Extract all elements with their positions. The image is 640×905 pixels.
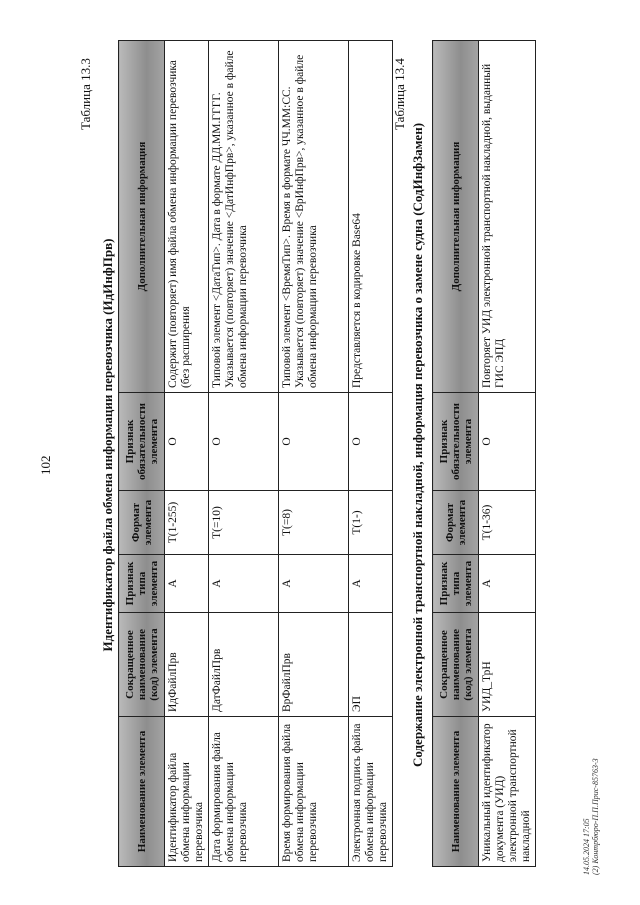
table-2-title: Содержание электронной транспортной накладной, информация перевозчика о замене судна (СодИнфЗамен) xyxy=(410,122,425,768)
cell-info: Представляется в кодировке Base64 xyxy=(349,41,393,393)
cell-required: О xyxy=(479,393,536,491)
table-row xyxy=(279,41,349,867)
cell-name: Идентификатор файла обмена информации перевозчика xyxy=(165,717,209,867)
cell-info: Типовой элемент <ВремяТип>. Время в формате ЧЧ.ММ:СС. Указывается (повторяет) значение <ВрИнфПрв>, указанное в файле обмена информации перевозчика xyxy=(279,41,349,393)
header-type: Признак типа элемента xyxy=(119,555,165,613)
cell-info: Типовой элемент <ДатаТип>. Дата в формате ДД.ММ.ГГГГ. Указывается (повторяет) значение <ДатИнфПрв>, указанное в файле обмена информации перевозчика xyxy=(209,41,279,393)
table-1-title: Идентификатор файла обмена информации перевозчика (ИдИнфПрв) xyxy=(100,238,115,652)
cell-type: А xyxy=(279,555,349,613)
cell-code: ИдФайлПрв xyxy=(165,613,209,717)
cell-type: А xyxy=(349,555,393,613)
table-row xyxy=(349,41,393,867)
header-info: Дополнительная информация xyxy=(119,41,165,393)
cell-code: ЭП xyxy=(349,613,393,717)
page-number: 102 xyxy=(38,455,53,475)
cell-format: T(1-255) xyxy=(165,491,209,555)
cell-name: Время формирования файла обмена информации перевозчика xyxy=(279,717,349,867)
cell-format: T(=8) xyxy=(279,491,349,555)
cell-name: Уникальный идентификатор документа (УИД) электронной транспортной накладной xyxy=(479,717,536,867)
cell-required: О xyxy=(349,393,393,491)
stamp-code: (2) Контрбюро-П.П.Прис-85763-3 xyxy=(591,758,600,875)
cell-code: ВрФайлПрв xyxy=(279,613,349,717)
header-code: Сокращенное наименование (код) элемента xyxy=(433,613,479,717)
cell-type: А xyxy=(209,555,279,613)
table-2 xyxy=(432,40,536,867)
header-required: Признак обязательности элемента xyxy=(433,393,479,491)
table-1 xyxy=(118,40,393,867)
table-row xyxy=(479,41,536,867)
cell-name: Дата формирования файла обмена информации перевозчика xyxy=(209,717,279,867)
cell-code: ДатФайлПрв xyxy=(209,613,279,717)
header-required: Признак обязательности элемента xyxy=(119,393,165,491)
cell-type: А xyxy=(165,555,209,613)
header-code: Сокращенное наименование (код) элемента xyxy=(119,613,165,717)
cell-required: О xyxy=(165,393,209,491)
header-format: Формат элемента xyxy=(119,491,165,555)
cell-info: Содержит (повторяет) имя файла обмена информации перевозчика (без расширения xyxy=(165,41,209,393)
cell-required: О xyxy=(279,393,349,491)
table-1-label: Таблица 13.3 xyxy=(78,58,93,130)
cell-type: А xyxy=(479,555,536,613)
header-name: Наименование элемента xyxy=(119,717,165,867)
cell-code: УИД_ТрН xyxy=(479,613,536,717)
table-row xyxy=(165,41,209,867)
cell-required: О xyxy=(209,393,279,491)
header-type: Признак типа элемента xyxy=(433,555,479,613)
signature-stamp xyxy=(582,758,600,875)
header-name: Наименование элемента xyxy=(433,717,479,867)
stamp-date: 14.05.2024 17:05 xyxy=(582,818,591,875)
cell-info: Повторяет УИД электронной транспортной накладной, выданный ГИС ЭПД xyxy=(479,41,536,393)
header-info: Дополнительная информация xyxy=(433,41,479,393)
cell-name: Электронная подпись файла обмена информации перевозчика xyxy=(349,717,393,867)
table-row xyxy=(209,41,279,867)
table-2-label: Таблица 13.4 xyxy=(392,58,407,130)
header-format: Формат элемента xyxy=(433,491,479,555)
cell-format: T(1-36) xyxy=(479,491,536,555)
cell-format: T(1-) xyxy=(349,491,393,555)
cell-format: T(=10) xyxy=(209,491,279,555)
